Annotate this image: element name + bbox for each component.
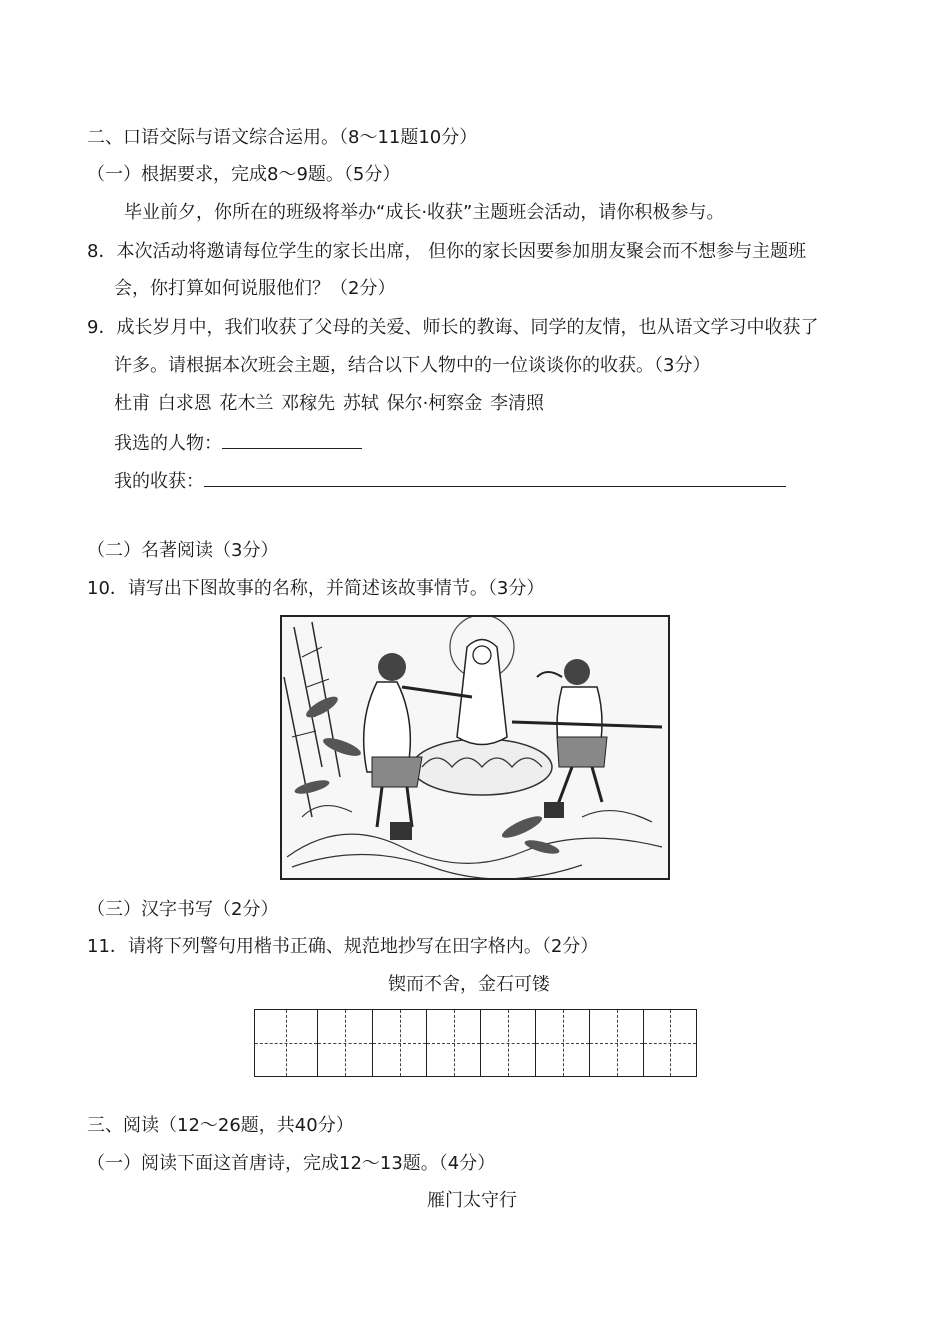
grid-cell[interactable] <box>590 1010 644 1076</box>
choice-answer-blank[interactable] <box>222 430 362 449</box>
grid-cell[interactable] <box>427 1010 481 1076</box>
activity-intro: 毕业前夕，你所在的班级将举办“成长·收获”主题班会活动，请你积极参与。 <box>124 202 725 223</box>
section3-title: 三、阅读（12～26题，共40分） <box>87 1115 354 1136</box>
section2-title: 二、口语交际与语文综合运用。（8～11题10分） <box>87 127 478 148</box>
part3-title: （三）汉字书写（2分） <box>87 899 279 920</box>
illustration-drawing <box>282 617 668 878</box>
story-illustration <box>280 615 670 880</box>
part1-title: （一）根据要求，完成8～9题。（5分） <box>87 164 401 185</box>
question-10: 10．请写出下图故事的名称，并简述该故事情节。（3分） <box>87 578 545 599</box>
people-list: 杜甫 白求恩 花木兰 邓稼先 苏轼 保尔·柯察金 李清照 <box>114 393 545 414</box>
tianzige-grid[interactable] <box>254 1009 697 1077</box>
poem-title: 雁门太守行 <box>427 1190 517 1211</box>
grid-cell[interactable] <box>536 1010 590 1076</box>
motto-text: 锲而不舍，金石可镂 <box>388 974 550 995</box>
part2-title: （二）名著阅读（3分） <box>87 540 279 561</box>
harvest-answer-blank[interactable] <box>204 468 786 487</box>
grid-cell[interactable] <box>318 1010 373 1076</box>
grid-cell[interactable] <box>644 1010 696 1076</box>
question-8-line2: 会，你打算如何说服他们？（2分） <box>114 278 396 299</box>
question-9-line1: 9．成长岁月中，我们收获了父母的关爱、师长的教诲、同学的友情，也从语文学习中收获了 <box>87 317 819 338</box>
question-9-line2: 许多。请根据本次班会主题，结合以下人物中的一位谈谈你的收获。（3分） <box>114 355 711 376</box>
grid-cell[interactable] <box>481 1010 536 1076</box>
harvest-row <box>114 468 786 494</box>
question-11: 11．请将下列警句用楷书正确、规范地抄写在田字格内。（2分） <box>87 936 599 957</box>
section3-part1-title: （一）阅读下面这首唐诗，完成12～13题。（4分） <box>87 1153 496 1174</box>
question-8-line1: 8．本次活动将邀请每位学生的家长出席， 但你的家长因要参加朋友聚会而不想参与主题班 <box>87 241 807 262</box>
choice-row <box>114 430 362 456</box>
harvest-label: 我的收获： <box>114 471 204 492</box>
grid-cell[interactable] <box>373 1010 427 1076</box>
grid-cell[interactable] <box>255 1010 318 1076</box>
choice-label: 我选的人物： <box>114 433 222 454</box>
